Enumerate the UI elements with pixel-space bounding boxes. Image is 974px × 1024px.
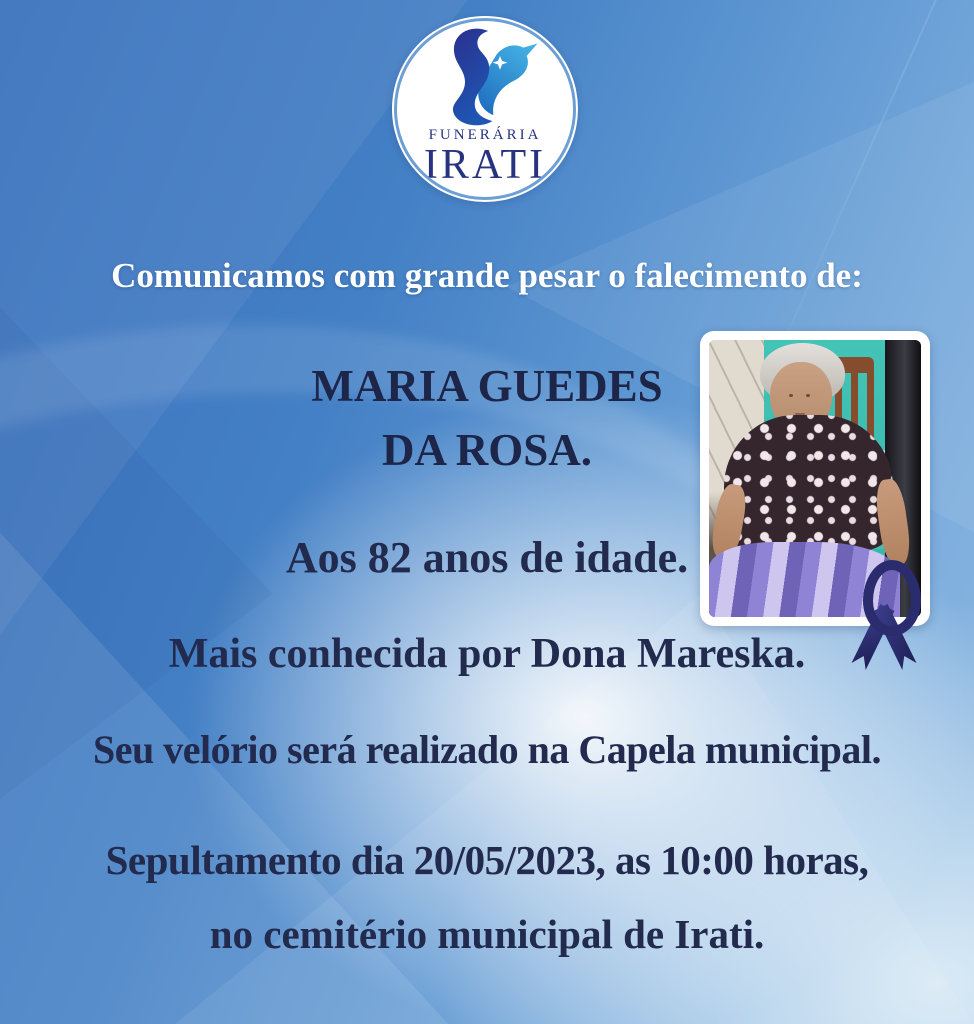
burial-place-line: no cemitério municipal de Irati.	[209, 911, 765, 957]
photo-person-eye	[789, 394, 793, 397]
nickname-line: Mais conhecida por Dona Mareska.	[168, 631, 806, 677]
age-line: Aos 82 anos de idade.	[285, 533, 689, 582]
funeral-home-logo-badge	[392, 16, 578, 202]
dove-icon	[425, 26, 545, 126]
mourning-ribbon-icon	[840, 560, 930, 678]
wake-line: Seu velório será realizado na Capela municipal.	[93, 727, 881, 772]
deceased-name-line2: DA ROSA.	[381, 425, 593, 475]
burial-date-line: Sepultamento dia 20/05/2023, as 10:00 horas,	[105, 837, 869, 883]
photo-person-eye	[806, 394, 810, 397]
photo-polka-dot-blouse	[724, 415, 894, 554]
logo-subtitle: FUNERÁRIA	[428, 127, 542, 143]
logo-title: IRATI	[423, 142, 547, 188]
ribbon-loop	[863, 560, 921, 636]
intro-line: Comunicamos com grande pesar o falecimento de:	[111, 256, 863, 295]
deceased-name-line1: MARIA GUEDES	[311, 361, 663, 411]
